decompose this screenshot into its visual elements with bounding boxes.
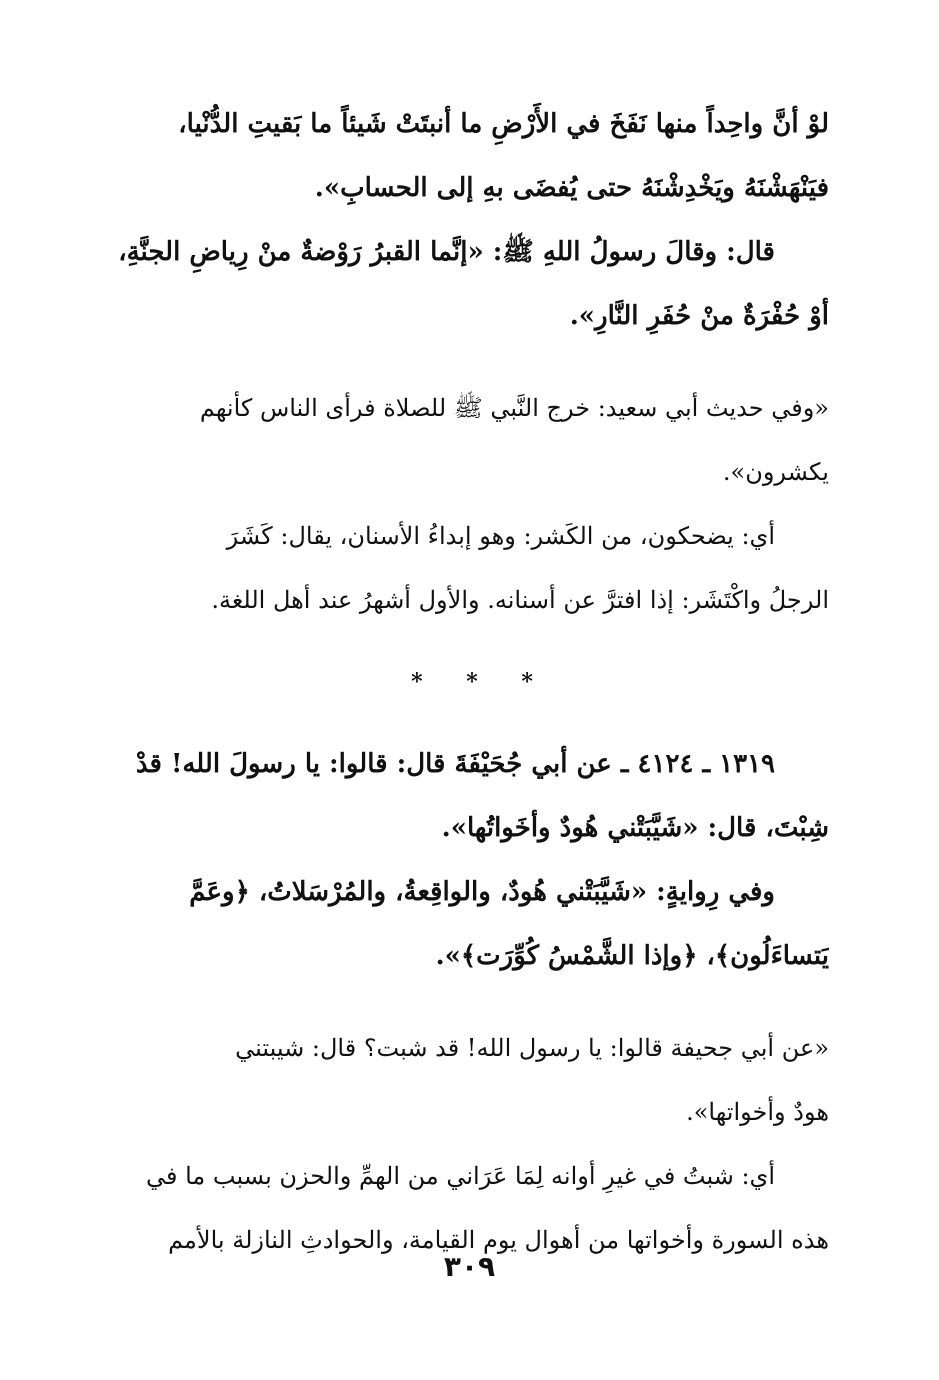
text-line: أوْ حُفْرَةٌ منْ حُفَرِ النَّارِ».: [569, 301, 829, 331]
text-line: ١٣١٩ ـ ٤١٢٤ ـ عن أبي جُحَيْفَةَ قال: قالوا: يا رسولَ الله! قدْ: [135, 749, 775, 779]
hadith-riwaya-paragraph: [115, 860, 829, 988]
text-line: يكشرون».: [722, 458, 829, 486]
text-line: «وفي حديث أبي سعيد: خرج النَّبي ﷺ للصلاة فرأى الناس كأنهم: [199, 394, 829, 422]
text-line: أي: يضحكون، من الكَشر: وهو إبداءُ الأسنان، يقال: كَشَرَ: [226, 522, 775, 550]
sharh-quote-paragraph-2: [115, 1016, 829, 1144]
sharh-quote-paragraph: [115, 376, 829, 504]
text-line: أي: شبتُ في غيرِ أوانه لِمَا عَرَاني من الهمِّ والحزن بسبب ما في: [145, 1162, 775, 1190]
text-line: فيَنْهَشْنَهُ ويَخْدِشْنَهُ حتى يُفضَى بهِ إلى الحسابِ».: [314, 173, 829, 203]
sharh-explanation-paragraph: [115, 504, 829, 632]
text-line: وفي رِوايةٍ: «شَيَّبَتْني هُودٌ، والواقِعةُ، والمُرْسَلاتُ، ﴿وعَمَّ: [189, 877, 775, 907]
page-body: [115, 92, 829, 1272]
text-line: شِبْتَ، قال: «شَيَّبَتْني هُودٌ وأخَواتُها».: [441, 813, 829, 843]
hadith-continuation: [115, 92, 829, 220]
text-line: قال: وقالَ رسولُ اللهِ ﷺ: «إنَّما القبرُ رَوْضةٌ منْ رِياضِ الجنَّةِ،: [118, 237, 775, 267]
page-number: ٣٠٩: [443, 1250, 496, 1283]
text-line: لوْ أنَّ واحِداً منها نَفَخَ في الأَرْضِ ما أنبتَتْ شَيئاً ما بَقيتِ الدُّنْيا،: [178, 109, 829, 139]
hadith-1319-paragraph: [115, 732, 829, 860]
text-line: «عن أبي جحيفة قالوا: يا رسول الله! قد شبت؟ قال: شيبتني: [235, 1034, 829, 1062]
text-line: هذه السورة وأخواتها من أهوال يوم القيامة، والحوادثِ النازلة بالأمم: [168, 1226, 829, 1254]
hadith-qala-paragraph: [115, 220, 829, 348]
text-line: الرجلُ واكْتَشَر: إذا افترَّ عن أسنانه. والأول أشهرُ عند أهل اللغة.: [211, 586, 829, 614]
text-line: هودٌ وأخواتها».: [686, 1098, 829, 1126]
section-separator: * * *: [411, 669, 551, 695]
text-line: يَتساءَلُون﴾، ﴿وإذا الشَّمْسُ كُوِّرَت﴾».: [435, 941, 829, 971]
